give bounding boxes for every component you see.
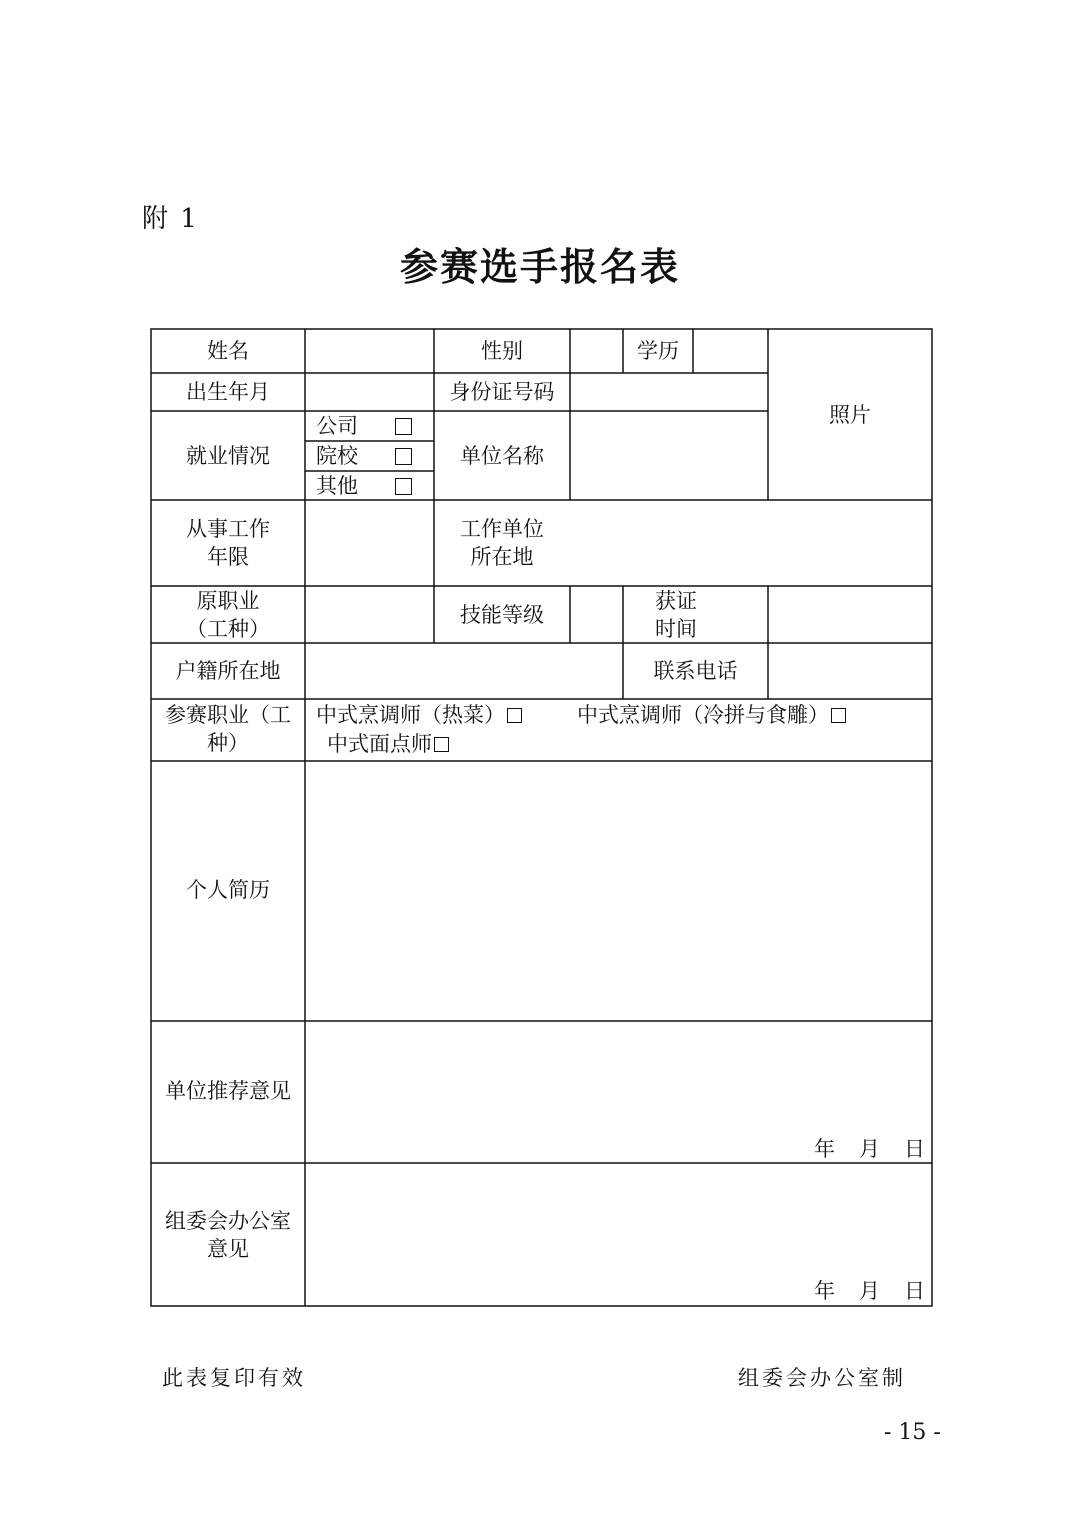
skill-level-field[interactable]	[571, 587, 622, 642]
id-number-field[interactable]	[571, 374, 767, 410]
employment-option-other[interactable]	[316, 472, 412, 500]
id-number-label: 身份证号码	[449, 380, 555, 404]
education-label: 学历	[637, 339, 679, 363]
phone-field[interactable]	[769, 644, 931, 698]
work-location-label-line1: 工作单位	[460, 517, 544, 541]
original-job-label-line1: 原职业	[196, 589, 260, 613]
date-year: 年	[814, 1137, 835, 1161]
date-year: 年	[814, 1279, 835, 1303]
unit-name-field[interactable]	[571, 412, 767, 499]
gender-field[interactable]	[571, 331, 622, 372]
checkbox-icon[interactable]	[434, 737, 449, 752]
cert-time-field[interactable]	[769, 587, 931, 642]
page-title: 参赛选手报名表	[399, 245, 680, 289]
compete-job-label-line1: 参赛职业（工	[165, 703, 291, 727]
employment-option-label: 公司	[316, 414, 358, 438]
original-job-field[interactable]	[306, 587, 433, 642]
unit-name-label: 单位名称	[460, 444, 544, 468]
checkbox-icon[interactable]	[831, 708, 846, 723]
birth-label: 出生年月	[186, 380, 270, 404]
attachment-label: 附 1	[142, 204, 199, 234]
original-job-label-line2: （工种）	[186, 617, 270, 641]
compete-option-pastry[interactable]	[327, 730, 449, 758]
employment-option-school[interactable]	[316, 442, 412, 470]
hukou-field[interactable]	[306, 644, 622, 698]
resume-field[interactable]	[306, 762, 931, 1020]
employment-label: 就业情况	[186, 444, 270, 468]
committee-opinion-label-line2: 意见	[207, 1237, 249, 1261]
cert-time-label-line2: 时间	[655, 617, 697, 641]
unit-opinion-field[interactable]	[306, 1022, 931, 1132]
unit-opinion-label: 单位推荐意见	[165, 1079, 291, 1103]
compete-option-label: 中式烹调师（热菜）	[316, 703, 505, 727]
hukou-label: 户籍所在地	[175, 659, 281, 683]
work-years-label-line1: 从事工作	[186, 517, 270, 541]
employment-option-label: 院校	[316, 444, 358, 468]
work-location-field[interactable]	[571, 501, 931, 585]
date-month: 月	[859, 1279, 880, 1303]
checkbox-icon[interactable]	[395, 478, 412, 495]
footer-note: 此表复印有效	[162, 1366, 306, 1390]
photo-label: 照片	[829, 403, 871, 427]
page-number: - 15 -	[884, 1420, 941, 1445]
date-month: 月	[859, 1137, 880, 1161]
work-years-field[interactable]	[306, 501, 433, 585]
checkbox-icon[interactable]	[395, 418, 412, 435]
checkbox-icon[interactable]	[395, 448, 412, 465]
committee-opinion-label-line1: 组委会办公室	[165, 1209, 291, 1233]
employment-option-company[interactable]	[316, 412, 412, 440]
unit-opinion-date	[814, 1135, 925, 1163]
date-day: 日	[904, 1137, 925, 1161]
work-location-label-line2: 所在地	[470, 545, 534, 569]
employment-option-label: 其他	[316, 474, 358, 498]
compete-job-label-line2: 种）	[207, 731, 249, 755]
committee-opinion-date	[814, 1277, 925, 1305]
footer-issuer: 组委会办公室制	[738, 1366, 906, 1390]
compete-option-hot-dishes[interactable]	[316, 701, 522, 729]
birth-field[interactable]	[306, 374, 433, 410]
name-field[interactable]	[306, 331, 433, 372]
date-day: 日	[904, 1279, 925, 1303]
skill-level-label: 技能等级	[460, 603, 544, 627]
resume-label: 个人简历	[186, 878, 270, 902]
checkbox-icon[interactable]	[507, 708, 522, 723]
compete-option-label: 中式面点师	[327, 732, 432, 756]
work-years-label-line2: 年限	[207, 545, 249, 569]
gender-label: 性别	[481, 339, 523, 363]
compete-option-cold-platter[interactable]	[577, 701, 846, 729]
phone-label: 联系电话	[653, 659, 738, 683]
name-label: 姓名	[207, 339, 249, 363]
cert-time-label-line1: 获证	[655, 589, 697, 613]
education-field[interactable]	[694, 331, 767, 372]
committee-opinion-field[interactable]	[306, 1164, 931, 1274]
compete-option-label: 中式烹调师（冷拼与食雕）	[577, 703, 829, 727]
